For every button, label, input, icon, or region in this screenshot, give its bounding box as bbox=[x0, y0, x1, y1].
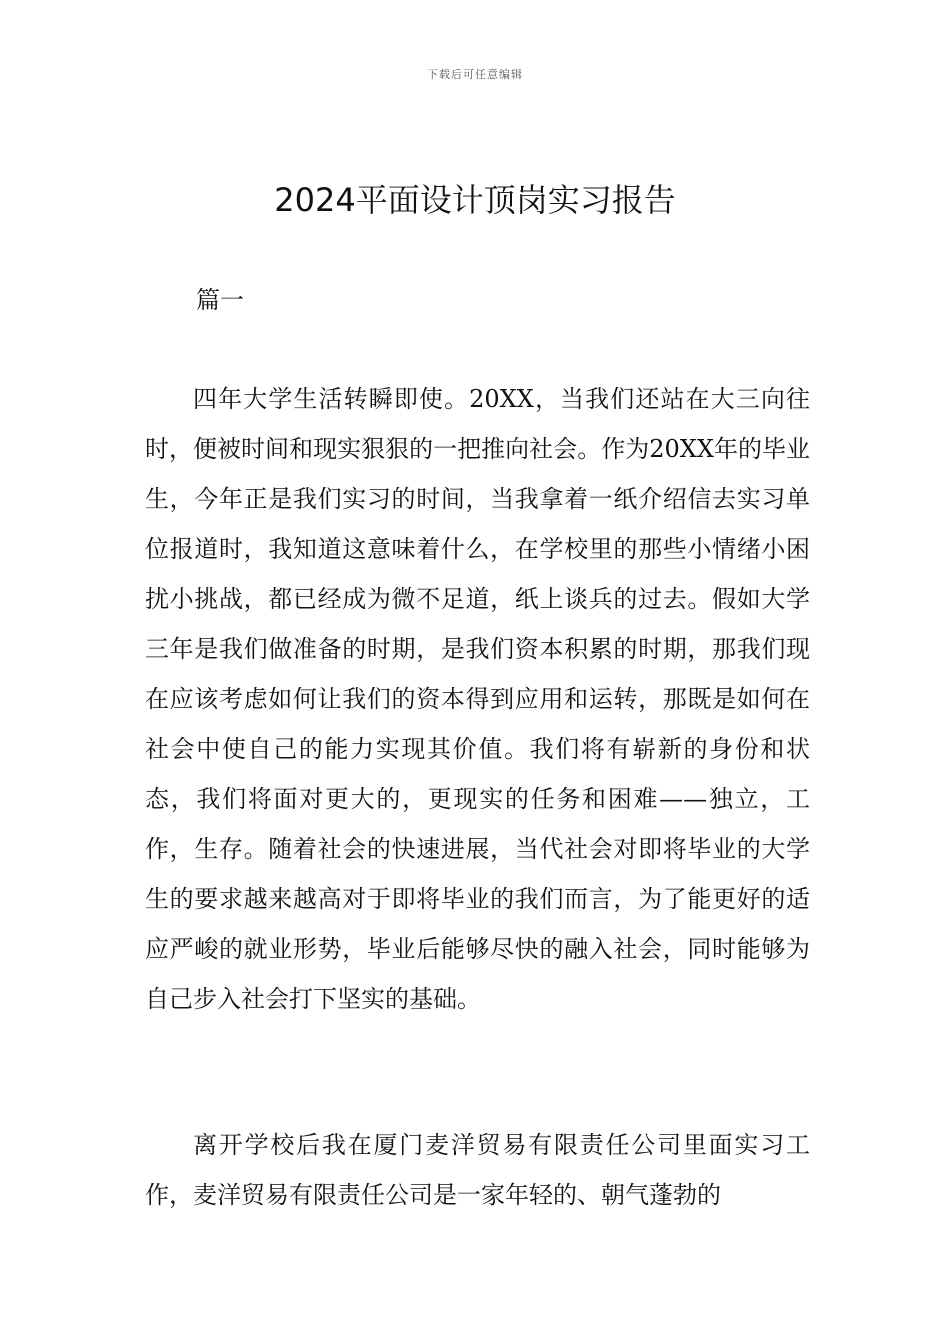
body-paragraph: 四年大学生活转瞬即使。20XX，当我们还站在大三向往时，便被时间和现实狠狠的一把推向社会。作为20XX年的毕业生，今年正是我们实习的时间，当我拿着一纸介绍信去实习单位报道时，我知道这意味着什么，在学校里的那些小情绪小困扰小挑战，都已经成为微不足道，纸上谈兵的过去。假如大学三年是我们做准备的时期，是我们资本积累的时期，那我们现在应该考虑如何让我们的资本得到应用和运转，那既是如何在社会中使自己的能力实现其价值。我们将有崭新的身份和状态，我们将面对更大的，更现实的任务和困难——独立，工作，生存。随着社会的快速进展，当代社会对即将毕业的大学生的要求越来越高对于即将毕业的我们而言，为了能更好的适应严峻的就业形势，毕业后能够尽快的融入社会，同时能够为自己步入社会打下坚实的基础。 bbox=[145, 385, 810, 1013]
header-note: 下载后可任意编辑 bbox=[427, 68, 523, 81]
document-title: 2024平面设计顶岗实习报告 bbox=[274, 181, 676, 219]
body-paragraph: 离开学校后我在厦门麦洋贸易有限责任公司里面实习工作，麦洋贸易有限责任公司是一家年轻的、朝气蓬勃的 bbox=[145, 1131, 810, 1209]
section-label: 篇一 bbox=[196, 286, 244, 314]
